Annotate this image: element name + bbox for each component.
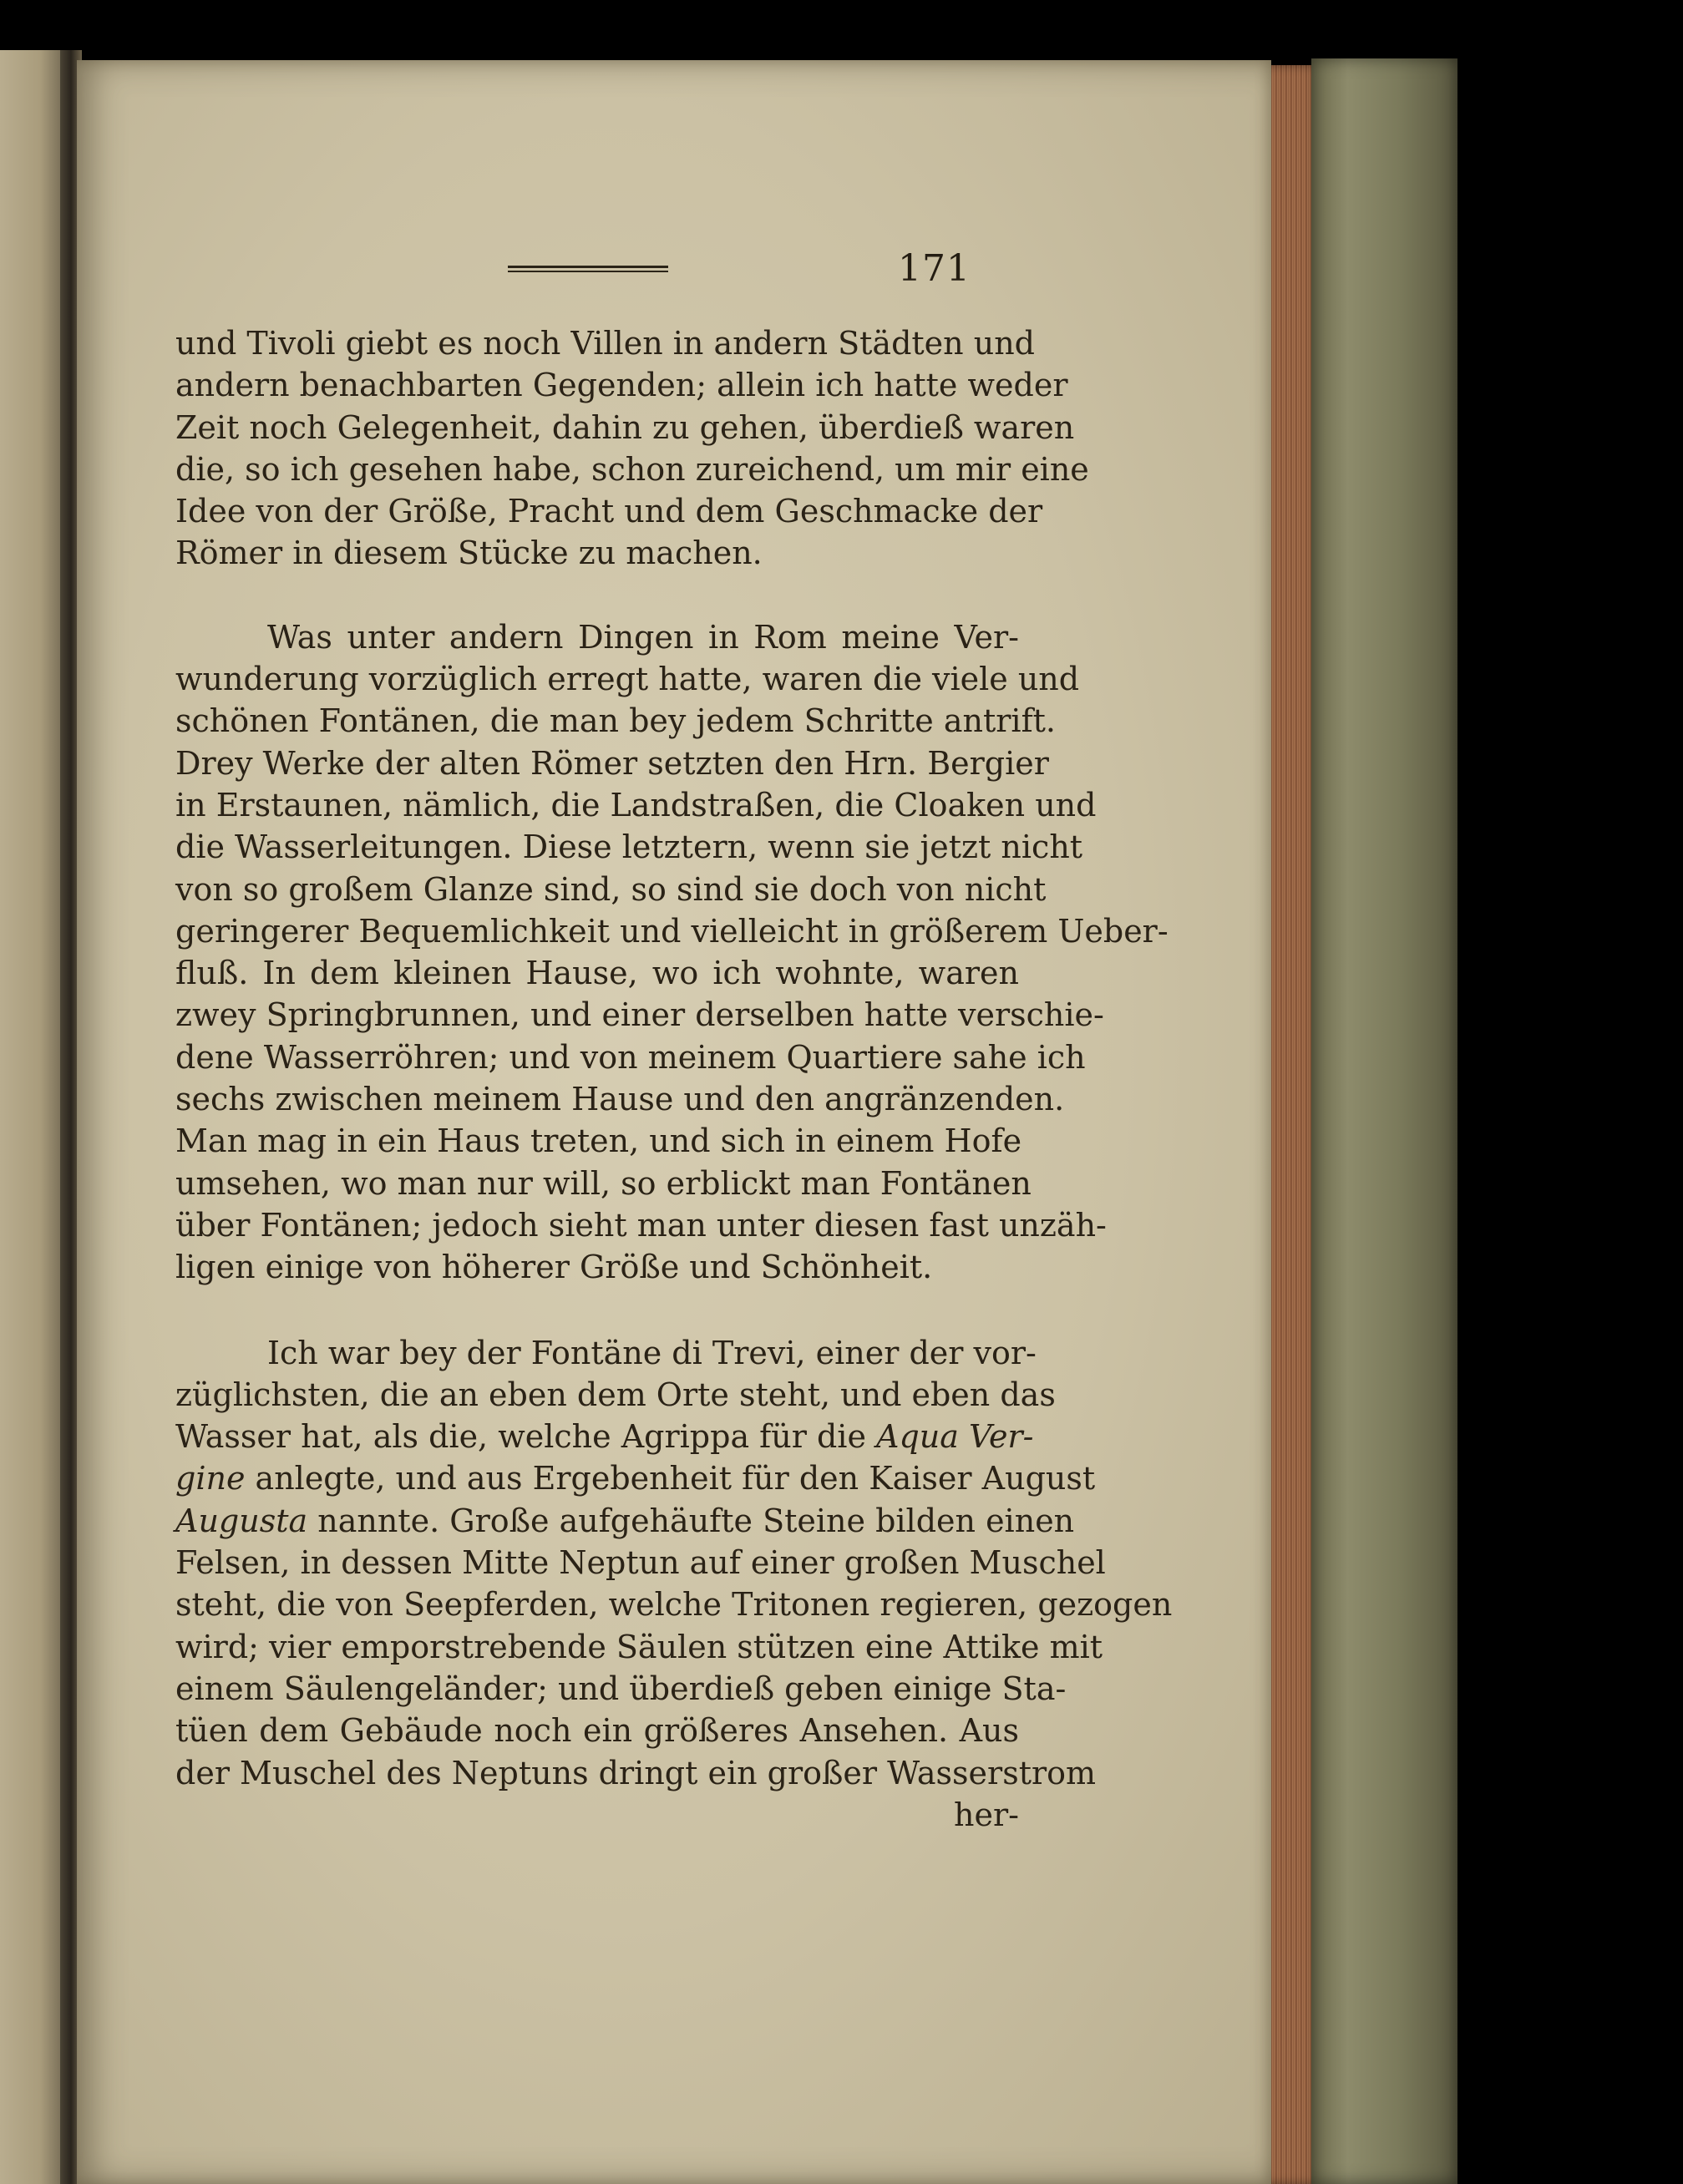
text-line: züglichsten, die an eben dem Orte steht, und eben das	[175, 1376, 1056, 1413]
text-line: umsehen, wo man nur will, so erblickt man Fontänen	[175, 1164, 1032, 1202]
page-number: 171	[898, 247, 971, 290]
text-line: und Tivoli giebt es noch Villen in andern Städten und	[175, 325, 1035, 362]
text-line: Ich war bey der Fontäne di Trevi, einer der vor-	[267, 1334, 1037, 1371]
text-line	[175, 1416, 1034, 1457]
paragraph-gap	[175, 575, 1019, 616]
text-line: der Muschel des Neptuns dringt ein großer Wasserstrom	[175, 1754, 1097, 1791]
text-line: geringerer Bequemlichkeit und vielleicht in größerem Ueber-	[175, 912, 1168, 950]
italic-term: gine	[175, 1460, 246, 1497]
italic-term: Aqua Ver-	[876, 1418, 1034, 1456]
text-line	[175, 1457, 1096, 1499]
text-line: sechs zwischen meinem Hause und den angränzenden.	[175, 1081, 1065, 1118]
text-line: schönen Fontänen, die man bey jedem Schritte antrift.	[175, 702, 1056, 740]
text-line: wunderung vorzüglich erregt hatte, waren die viele und	[175, 661, 1080, 698]
paragraph-gap	[175, 1289, 1019, 1332]
text-line: andern benachbarten Gegenden; allein ich hatte weder	[175, 367, 1068, 404]
text-line: Man mag in ein Haus treten, und sich in einem Hofe	[175, 1122, 1022, 1160]
body-text	[175, 322, 1173, 1836]
text-line: Römer in diesem Stücke zu machen.	[175, 535, 763, 572]
text-line: die, so ich gesehen habe, schon zureichend, um mir eine	[175, 450, 1089, 488]
text-line: tüen dem Gebäude noch ein größeres Ansehen. Aus	[175, 1712, 1019, 1750]
text-line: von so großem Glanze sind, so sind sie doch von nicht	[175, 870, 1047, 908]
text-line: Zeit noch Gelegenheit, dahin zu gehen, überdieß waren	[175, 408, 1075, 446]
text-segment: nannte. Große aufgehäufte Steine bilden einen	[307, 1502, 1075, 1539]
text-segment: anlegte, und aus Ergebenheit für den Kaiser August	[245, 1460, 1096, 1497]
header-rule	[508, 266, 668, 272]
text-line: die Wasserleitungen. Diese letztern, wenn sie jetzt nicht	[175, 829, 1083, 866]
text-line	[175, 1500, 1075, 1542]
book-cover-edge	[1311, 58, 1457, 2184]
text-line: dene Wasserröhren; und von meinem Quartiere sahe ich	[175, 1038, 1086, 1076]
previous-page-edge	[0, 50, 67, 2184]
text-line: einem Säulengeländer; und überdieß geben einige Sta-	[175, 1670, 1067, 1707]
text-line: Felsen, in dessen Mitte Neptun auf einer großen Muschel	[175, 1544, 1106, 1582]
text-line: in Erstaunen, nämlich, die Landstraßen, die Cloaken und	[175, 786, 1097, 823]
text-line: über Fontänen; jedoch sieht man unter diesen fast unzäh-	[175, 1206, 1107, 1244]
text-line: Drey Werke der alten Römer setzten den Hrn. Bergier	[175, 744, 1049, 782]
text-line: wird; vier emporstrebende Säulen stützen eine Attike mit	[175, 1628, 1103, 1665]
text-segment: Wasser hat, als die, welche Agrippa für die	[175, 1418, 877, 1456]
text-line: zwey Springbrunnen, und einer derselben hatte verschie-	[175, 996, 1104, 1034]
paragraph-1	[175, 322, 1089, 575]
text-line: Was unter andern Dingen in Rom meine Ver-	[267, 618, 1019, 656]
text-line: ligen einige von höherer Größe und Schönheit.	[175, 1249, 933, 1286]
text-line: fluß. In dem kleinen Hause, wo ich wohnte, waren	[175, 955, 1019, 992]
text-line: Idee von der Größe, Pracht und dem Geschmacke der	[175, 493, 1043, 530]
text-line: steht, die von Seepferden, welche Tritonen regieren, gezogen	[175, 1586, 1173, 1624]
italic-term: Augusta	[175, 1502, 308, 1539]
paragraph-3	[175, 1332, 1173, 1837]
catchword: her-	[954, 1796, 1019, 1833]
paragraph-2	[175, 616, 1168, 1289]
